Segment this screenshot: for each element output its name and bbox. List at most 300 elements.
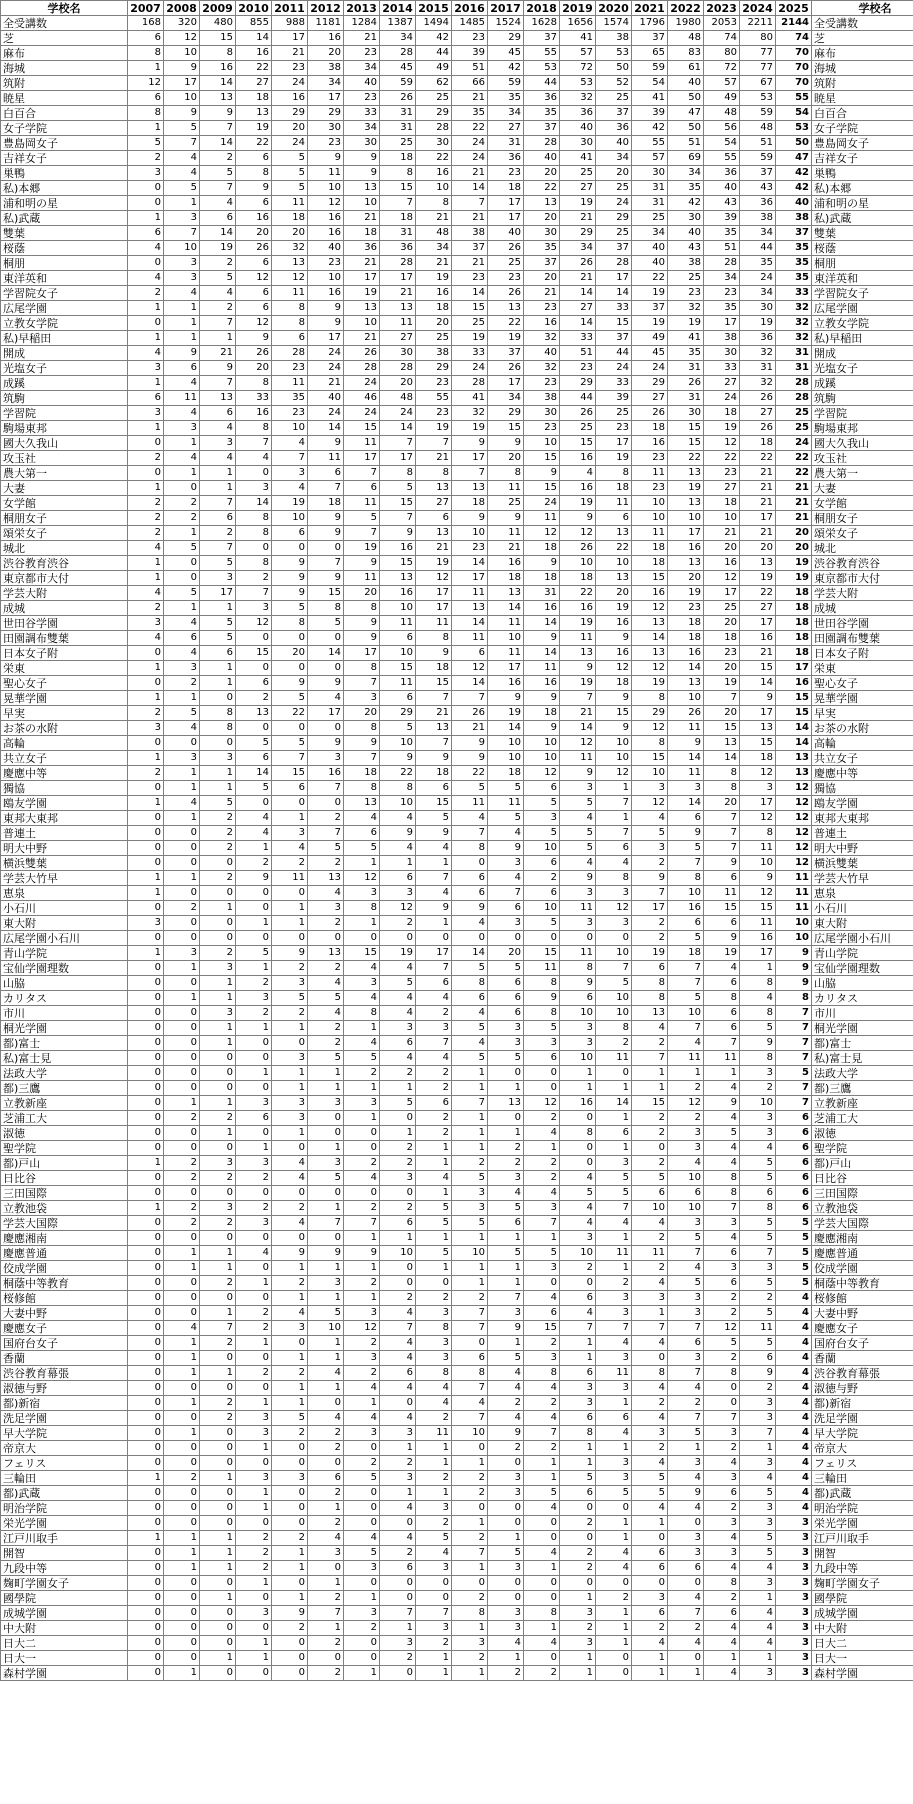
count-cell-2022: 10 (668, 1006, 704, 1021)
school-name-cell-right: 東大附 (812, 916, 913, 931)
count-cell-2008: 1 (164, 1666, 200, 1681)
count-cell-2007: 1 (128, 796, 164, 811)
count-cell-2013: 1 (344, 1261, 380, 1276)
count-cell-2011: 2 (272, 1621, 308, 1636)
count-cell-2011: 18 (272, 211, 308, 226)
count-cell-2014: 0 (380, 1186, 416, 1201)
count-cell-2016: 5 (452, 1021, 488, 1036)
count-cell-2025: 4 (776, 1366, 812, 1381)
table-row (1, 751, 913, 766)
table-row (1, 106, 913, 121)
count-cell-2009: 7 (200, 541, 236, 556)
count-cell-2008: 0 (164, 826, 200, 841)
count-cell-2024: 19 (740, 571, 776, 586)
count-cell-2012: 6 (308, 466, 344, 481)
count-cell-2011: 9 (272, 586, 308, 601)
count-cell-2020: 3 (596, 1471, 632, 1486)
school-name-cell-right: 渋谷教育幕張 (812, 1366, 913, 1381)
count-cell-2023: 51 (704, 241, 740, 256)
count-cell-2013: 17 (344, 451, 380, 466)
count-cell-2013: 0 (344, 1516, 380, 1531)
count-cell-2017: 18 (488, 766, 524, 781)
count-cell-2010: 14 (236, 496, 272, 511)
count-cell-2014: 9 (380, 526, 416, 541)
count-cell-2014: 0 (380, 1396, 416, 1411)
table-row (1, 1351, 913, 1366)
count-cell-2013: 1 (344, 1666, 380, 1681)
count-cell-2011: 1 (272, 1261, 308, 1276)
count-cell-2015: 29 (416, 106, 452, 121)
school-name-cell: お茶の水附 (1, 721, 128, 736)
count-cell-2018: 15 (524, 451, 560, 466)
table-row (1, 601, 913, 616)
count-cell-2018: 18 (524, 706, 560, 721)
count-cell-2009: 0 (200, 736, 236, 751)
count-cell-2021: 23 (632, 481, 668, 496)
count-cell-2009: 2 (200, 1411, 236, 1426)
count-cell-2015: 4 (416, 1171, 452, 1186)
count-cell-2017: 19 (488, 706, 524, 721)
count-cell-2007: 2 (128, 766, 164, 781)
count-cell-2021: 4 (632, 1636, 668, 1651)
count-cell-2021: 2 (632, 1036, 668, 1051)
count-cell-2022: 18 (668, 616, 704, 631)
count-cell-2017: 35 (488, 91, 524, 106)
count-cell-2020: 0 (596, 1501, 632, 1516)
school-name-cell: 桐朋女子 (1, 511, 128, 526)
count-cell-2011: 1 (272, 1291, 308, 1306)
school-name-cell-right: 小石川 (812, 901, 913, 916)
count-cell-2022: 41 (668, 331, 704, 346)
count-cell-2019: 7 (560, 1321, 596, 1336)
count-cell-2024: 9 (740, 1036, 776, 1051)
count-cell-2018: 8 (524, 1366, 560, 1381)
count-cell-2020: 7 (596, 1321, 632, 1336)
count-cell-2017: 1 (488, 1081, 524, 1096)
count-cell-2023: 4 (704, 1621, 740, 1636)
school-name-cell-right: 日本女子附 (812, 646, 913, 661)
count-cell-2023: 15 (704, 901, 740, 916)
count-cell-2012: 7 (308, 826, 344, 841)
count-cell-2024: 6 (740, 1186, 776, 1201)
school-name-cell-right: 成蹊 (812, 376, 913, 391)
table-row (1, 1501, 913, 1516)
count-cell-2022: 14 (668, 751, 704, 766)
count-cell-2022: 3 (668, 1531, 704, 1546)
school-name-cell: 聖心女子 (1, 676, 128, 691)
count-cell-2017: 23 (488, 166, 524, 181)
count-cell-2023: 2 (704, 1306, 740, 1321)
count-cell-2024: 2211 (740, 16, 776, 31)
table-body (1, 16, 913, 1681)
count-cell-2019: 11 (560, 901, 596, 916)
count-cell-2021: 1 (632, 1651, 668, 1666)
count-cell-2012: 40 (308, 391, 344, 406)
count-cell-2015: 21 (416, 451, 452, 466)
count-cell-2023: 20 (704, 616, 740, 631)
table-row (1, 1261, 913, 1276)
count-cell-2008: 0 (164, 1291, 200, 1306)
count-cell-2017: 4 (488, 1381, 524, 1396)
count-cell-2010: 3 (236, 601, 272, 616)
count-cell-2007: 4 (128, 631, 164, 646)
school-name-cell: 女学館 (1, 496, 128, 511)
count-cell-2010: 1 (236, 1651, 272, 1666)
count-cell-2025: 54 (776, 106, 812, 121)
count-cell-2007: 0 (128, 1426, 164, 1441)
school-name-cell: 帝京大 (1, 1441, 128, 1456)
count-cell-2008: 0 (164, 1576, 200, 1591)
count-cell-2015: 23 (416, 406, 452, 421)
count-cell-2010: 4 (236, 826, 272, 841)
count-cell-2016: 5 (452, 1216, 488, 1231)
count-cell-2008: 1 (164, 301, 200, 316)
count-cell-2008: 0 (164, 1306, 200, 1321)
count-cell-2012: 24 (308, 361, 344, 376)
count-cell-2022: 2 (668, 1081, 704, 1096)
count-cell-2010: 14 (236, 766, 272, 781)
count-cell-2010: 9 (236, 331, 272, 346)
school-name-cell: 光塩女子 (1, 361, 128, 376)
count-cell-2010: 4 (236, 811, 272, 826)
count-cell-2022: 3 (668, 1141, 704, 1156)
count-cell-2025: 18 (776, 601, 812, 616)
table-row (1, 1486, 913, 1501)
count-cell-2019: 4 (560, 1201, 596, 1216)
school-name-cell-right: お茶の水附 (812, 721, 913, 736)
count-cell-2011: 0 (272, 1576, 308, 1591)
count-cell-2014: 20 (380, 376, 416, 391)
count-cell-2018: 12 (524, 766, 560, 781)
count-cell-2010: 2 (236, 691, 272, 706)
count-cell-2009: 0 (200, 1456, 236, 1471)
count-cell-2021: 11 (632, 1246, 668, 1261)
count-cell-2012: 0 (308, 1396, 344, 1411)
count-cell-2008: 0 (164, 1591, 200, 1606)
count-cell-2024: 77 (740, 61, 776, 76)
count-cell-2016: 1 (452, 1666, 488, 1681)
count-cell-2020: 13 (596, 526, 632, 541)
count-cell-2016: 13 (452, 481, 488, 496)
count-cell-2010: 3 (236, 1471, 272, 1486)
count-cell-2011: 15 (272, 766, 308, 781)
count-cell-2014: 13 (380, 571, 416, 586)
count-cell-2010: 33 (236, 391, 272, 406)
count-cell-2020: 0 (596, 1651, 632, 1666)
count-cell-2009: 2 (200, 1396, 236, 1411)
count-cell-2017: 16 (488, 556, 524, 571)
count-cell-2012: 7 (308, 1606, 344, 1621)
count-cell-2014: 31 (380, 121, 416, 136)
count-cell-2023: 39 (704, 211, 740, 226)
school-name-cell: 佼成学園 (1, 1261, 128, 1276)
table-row (1, 211, 913, 226)
count-cell-2011: 0 (272, 541, 308, 556)
count-cell-2007: 1 (128, 946, 164, 961)
count-cell-2024: 17 (740, 616, 776, 631)
count-cell-2010: 0 (236, 631, 272, 646)
school-name-cell-right: 芝浦工大 (812, 1111, 913, 1126)
count-cell-2009: 7 (200, 1321, 236, 1336)
count-cell-2016: 7 (452, 1306, 488, 1321)
count-cell-2020: 2 (596, 1276, 632, 1291)
count-cell-2021: 65 (632, 46, 668, 61)
table-row (1, 301, 913, 316)
count-cell-2011: 0 (272, 1456, 308, 1471)
count-cell-2009: 2 (200, 1111, 236, 1126)
count-cell-2022: 4 (668, 1381, 704, 1396)
count-cell-2024: 3 (740, 1411, 776, 1426)
count-cell-2010: 0 (236, 1051, 272, 1066)
count-cell-2010: 0 (236, 1126, 272, 1141)
count-cell-2007: 1 (128, 211, 164, 226)
count-cell-2018: 0 (524, 931, 560, 946)
count-cell-2008: 0 (164, 1651, 200, 1666)
count-cell-2017: 1 (488, 1231, 524, 1246)
count-cell-2007: 0 (128, 841, 164, 856)
count-cell-2024: 35 (740, 256, 776, 271)
count-cell-2009: 9 (200, 106, 236, 121)
count-cell-2007: 1 (128, 1156, 164, 1171)
count-cell-2021: 4 (632, 1501, 668, 1516)
count-cell-2017: 59 (488, 76, 524, 91)
count-cell-2011: 1 (272, 1021, 308, 1036)
count-cell-2020: 5 (596, 1486, 632, 1501)
count-cell-2016: 0 (452, 931, 488, 946)
count-cell-2013: 8 (344, 601, 380, 616)
count-cell-2021: 12 (632, 661, 668, 676)
count-cell-2025: 25 (776, 421, 812, 436)
count-cell-2011: 3 (272, 1111, 308, 1126)
count-cell-2017: 9 (488, 436, 524, 451)
count-cell-2007: 0 (128, 1381, 164, 1396)
count-cell-2022: 11 (668, 721, 704, 736)
table-row (1, 481, 913, 496)
count-cell-2016: 1 (452, 1621, 488, 1636)
count-cell-2017: 3 (488, 1036, 524, 1051)
count-cell-2017: 13 (488, 301, 524, 316)
count-cell-2023: 24 (704, 391, 740, 406)
count-cell-2024: 3 (740, 1576, 776, 1591)
count-cell-2007: 0 (128, 1441, 164, 1456)
year-header-2008: 2008 (164, 1, 200, 16)
count-cell-2011: 24 (272, 76, 308, 91)
count-cell-2022: 11 (668, 766, 704, 781)
count-cell-2022: 32 (668, 301, 704, 316)
count-cell-2020: 10 (596, 556, 632, 571)
count-cell-2014: 11 (380, 616, 416, 631)
count-cell-2014: 36 (380, 241, 416, 256)
count-cell-2019: 26 (560, 541, 596, 556)
school-name-cell-right: 女学館 (812, 496, 913, 511)
count-cell-2016: 14 (452, 556, 488, 571)
count-cell-2019: 2 (560, 1561, 596, 1576)
count-cell-2018: 18 (524, 571, 560, 586)
count-cell-2021: 10 (632, 511, 668, 526)
count-cell-2012: 16 (308, 286, 344, 301)
count-cell-2019: 0 (560, 1531, 596, 1546)
count-cell-2016: 13 (452, 601, 488, 616)
count-cell-2009: 0 (200, 1666, 236, 1681)
count-cell-2021: 0 (632, 1351, 668, 1366)
count-cell-2013: 18 (344, 226, 380, 241)
count-cell-2018: 3 (524, 1201, 560, 1216)
table-row (1, 1471, 913, 1486)
count-cell-2011: 11 (272, 286, 308, 301)
count-cell-2011: 5 (272, 1411, 308, 1426)
count-cell-2012: 1 (308, 1336, 344, 1351)
count-cell-2025: 19 (776, 556, 812, 571)
count-cell-2007: 0 (128, 1006, 164, 1021)
count-cell-2025: 5 (776, 1276, 812, 1291)
count-cell-2013: 21 (344, 31, 380, 46)
count-cell-2014: 0 (380, 1516, 416, 1531)
count-cell-2012: 9 (308, 736, 344, 751)
count-cell-2009: 3 (200, 1201, 236, 1216)
count-cell-2024: 8 (740, 976, 776, 991)
count-cell-2008: 0 (164, 931, 200, 946)
count-cell-2025: 4 (776, 1381, 812, 1396)
table-row (1, 121, 913, 136)
table-row (1, 661, 913, 676)
count-cell-2011: 0 (272, 1336, 308, 1351)
count-cell-2023: 8 (704, 991, 740, 1006)
count-cell-2022: 16 (668, 541, 704, 556)
count-cell-2022: 47 (668, 106, 704, 121)
school-name-cell: 麻布 (1, 46, 128, 61)
count-cell-2023: 23 (704, 466, 740, 481)
count-cell-2008: 1 (164, 1366, 200, 1381)
count-cell-2023: 18 (704, 631, 740, 646)
count-cell-2017: 17 (488, 196, 524, 211)
count-cell-2023: 30 (704, 346, 740, 361)
count-cell-2023: 20 (704, 796, 740, 811)
school-name-cell-right: 城北 (812, 541, 913, 556)
count-cell-2023: 35 (704, 301, 740, 316)
count-cell-2014: 9 (380, 826, 416, 841)
count-cell-2017: 1 (488, 1126, 524, 1141)
count-cell-2012: 3 (308, 1276, 344, 1291)
count-cell-2022: 6 (668, 1336, 704, 1351)
count-cell-2022: 0 (668, 1516, 704, 1531)
count-cell-2021: 3 (632, 1591, 668, 1606)
count-cell-2014: 6 (380, 1561, 416, 1576)
count-cell-2008: 7 (164, 226, 200, 241)
count-cell-2024: 4 (740, 1561, 776, 1576)
count-cell-2011: 1 (272, 1591, 308, 1606)
count-cell-2008: 3 (164, 661, 200, 676)
count-cell-2018: 40 (524, 151, 560, 166)
count-cell-2021: 15 (632, 751, 668, 766)
count-cell-2010: 16 (236, 46, 272, 61)
count-cell-2009: 0 (200, 1186, 236, 1201)
count-cell-2021: 2 (632, 1126, 668, 1141)
count-cell-2023: 2 (704, 1441, 740, 1456)
count-cell-2019: 3 (560, 781, 596, 796)
count-cell-2021: 40 (632, 256, 668, 271)
count-cell-2012: 3 (308, 901, 344, 916)
count-cell-2019: 21 (560, 706, 596, 721)
count-cell-2014: 15 (380, 496, 416, 511)
school-name-cell: 慶應女子 (1, 1321, 128, 1336)
count-cell-2025: 19 (776, 571, 812, 586)
school-name-cell: 日比谷 (1, 1171, 128, 1186)
table-row (1, 1096, 913, 1111)
year-header-2012: 2012 (308, 1, 344, 16)
count-cell-2018: 2 (524, 1111, 560, 1126)
count-cell-2010: 0 (236, 1186, 272, 1201)
count-cell-2012: 5 (308, 841, 344, 856)
count-cell-2021: 1 (632, 1306, 668, 1321)
count-cell-2025: 6 (776, 1111, 812, 1126)
count-cell-2008: 6 (164, 631, 200, 646)
table-row (1, 811, 913, 826)
count-cell-2013: 2 (344, 1201, 380, 1216)
count-cell-2008: 1 (164, 811, 200, 826)
count-cell-2009: 1 (200, 1021, 236, 1036)
count-cell-2013: 3 (344, 1606, 380, 1621)
count-cell-2023: 1 (704, 1066, 740, 1081)
count-cell-2011: 4 (272, 1156, 308, 1171)
count-cell-2018: 18 (524, 541, 560, 556)
table-row (1, 1396, 913, 1411)
count-cell-2021: 45 (632, 346, 668, 361)
school-name-cell: 筑附 (1, 76, 128, 91)
count-cell-2011: 20 (272, 121, 308, 136)
count-cell-2007: 1 (128, 121, 164, 136)
count-cell-2010: 6 (236, 256, 272, 271)
school-name-cell-right: 共立女子 (812, 751, 913, 766)
count-cell-2010: 0 (236, 1516, 272, 1531)
count-cell-2013: 4 (344, 1411, 380, 1426)
count-cell-2018: 0 (524, 1576, 560, 1591)
count-cell-2015: 8 (416, 1321, 452, 1336)
table-row (1, 391, 913, 406)
count-cell-2019: 4 (560, 466, 596, 481)
school-name-cell-right: 明大中野 (812, 841, 913, 856)
count-cell-2013: 0 (344, 931, 380, 946)
count-cell-2016: 10 (452, 526, 488, 541)
count-cell-2022: 6 (668, 811, 704, 826)
count-cell-2011: 0 (272, 1141, 308, 1156)
count-cell-2023: 4 (704, 1141, 740, 1156)
count-cell-2020: 17 (596, 436, 632, 451)
table-row (1, 46, 913, 61)
count-cell-2007: 0 (128, 1591, 164, 1606)
count-cell-2025: 37 (776, 226, 812, 241)
count-cell-2018: 0 (524, 1651, 560, 1666)
count-cell-2018: 35 (524, 241, 560, 256)
count-cell-2008: 1 (164, 1396, 200, 1411)
school-name-cell-right: 白百合 (812, 106, 913, 121)
count-cell-2009: 7 (200, 181, 236, 196)
count-cell-2019: 2 (560, 1546, 596, 1561)
count-cell-2009: 1 (200, 1366, 236, 1381)
school-name-cell-right: 慶應湘南 (812, 1231, 913, 1246)
count-cell-2013: 0 (344, 1141, 380, 1156)
count-cell-2016: 51 (452, 61, 488, 76)
count-cell-2008: 1 (164, 1426, 200, 1441)
count-cell-2019: 4 (560, 1216, 596, 1231)
count-cell-2024: 5 (740, 1021, 776, 1036)
count-cell-2015: 7 (416, 736, 452, 751)
count-cell-2008: 320 (164, 16, 200, 31)
count-cell-2020: 10 (596, 1006, 632, 1021)
count-cell-2015: 22 (416, 151, 452, 166)
count-cell-2012: 17 (308, 91, 344, 106)
count-cell-2014: 6 (380, 691, 416, 706)
count-cell-2012: 23 (308, 256, 344, 271)
